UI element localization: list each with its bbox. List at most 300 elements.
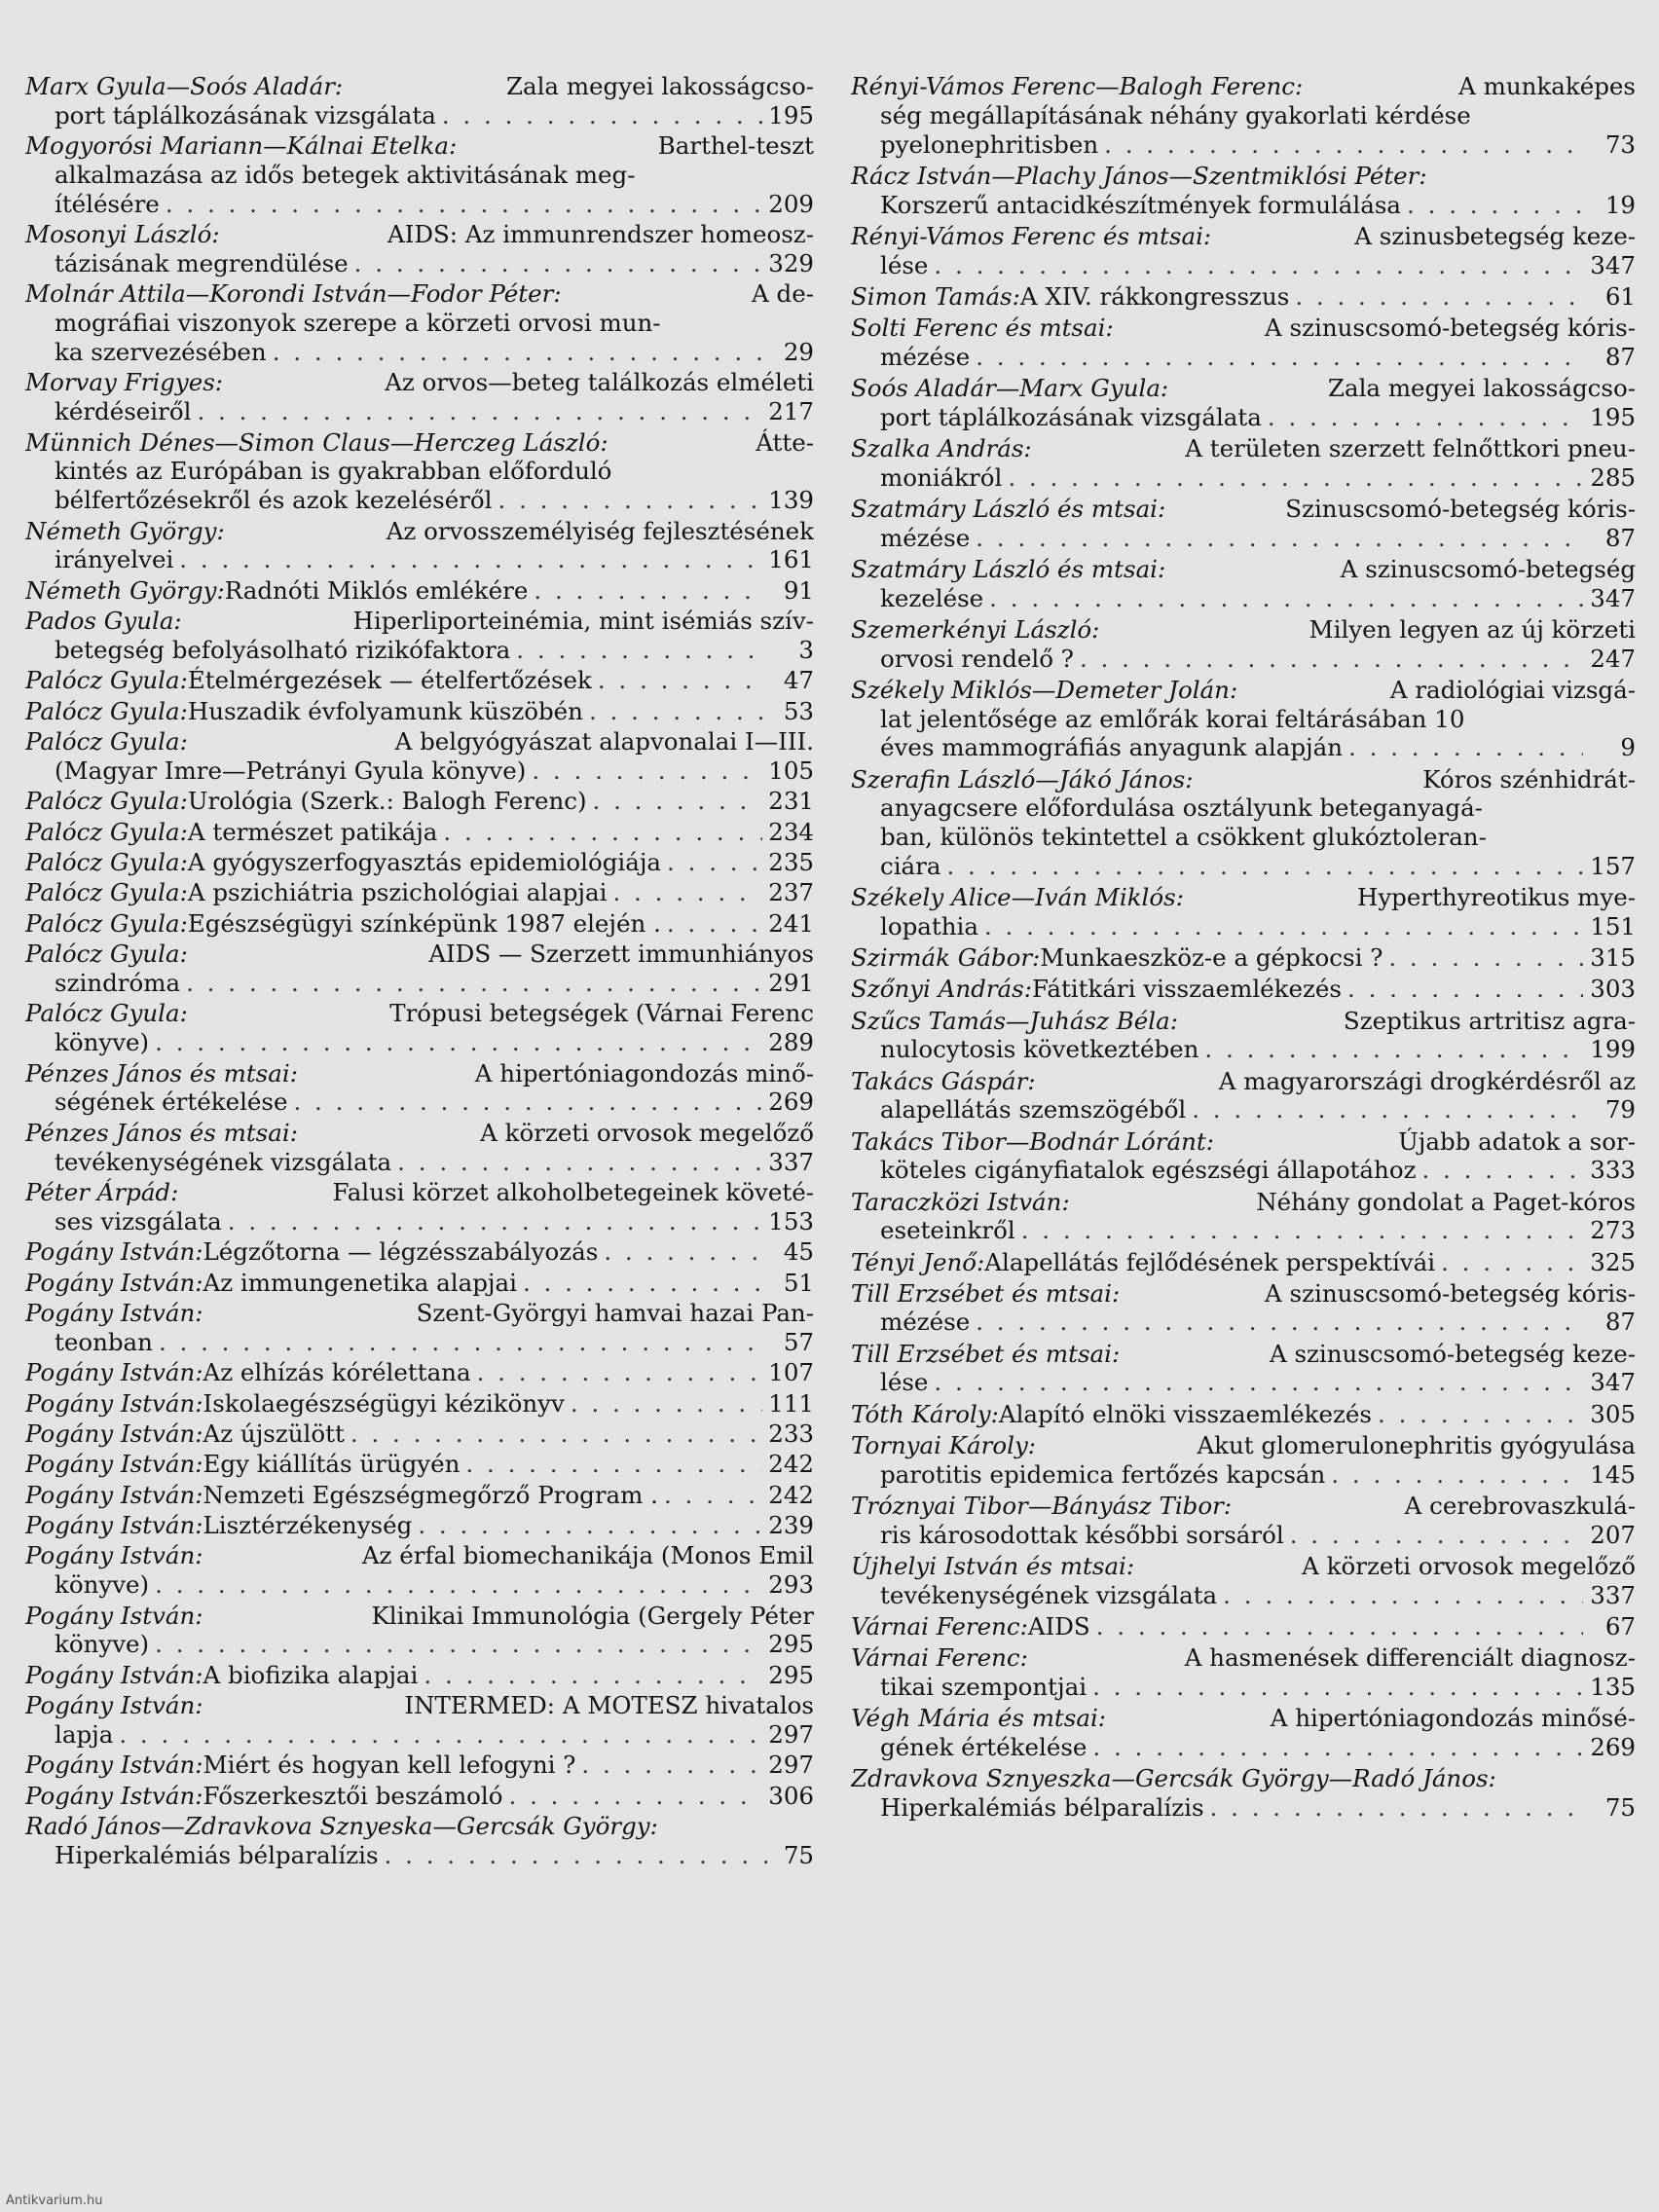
entry-page-number: 333 <box>1590 1156 1636 1185</box>
entry-title: ítélésére <box>55 189 160 218</box>
entry-title: A szinusbetegség keze- <box>1354 221 1636 250</box>
entry-page-number: 207 <box>1590 1520 1636 1549</box>
leader-dots <box>1388 943 1583 973</box>
entry-title: A XIV. rákkongresszus <box>1019 281 1290 311</box>
entry-page-number: 293 <box>768 1570 814 1600</box>
index-entry <box>25 220 814 278</box>
entry-line <box>851 1095 1636 1124</box>
leader-dots <box>1080 645 1583 674</box>
entry-page-number: 195 <box>1590 402 1636 431</box>
entry-line <box>851 1248 1636 1277</box>
entry-author: Taraczközi István: <box>851 1187 1070 1216</box>
entry-page-number: 47 <box>783 666 814 695</box>
index-entry <box>851 615 1636 674</box>
entry-author: Pogány István: <box>25 1450 203 1479</box>
entry-line <box>851 524 1636 553</box>
index-entry <box>25 1299 814 1357</box>
entry-author: Morvay Frigyes: <box>25 368 224 397</box>
entry-title: Hiperkalémiás bélparalízis <box>880 1792 1204 1822</box>
index-entry <box>25 848 814 877</box>
entry-line <box>25 1541 814 1570</box>
leader-dots <box>442 101 762 130</box>
index-entry <box>25 818 814 847</box>
entry-title: Trópusi betegségek (Várnai Ferenc <box>389 999 814 1028</box>
leader-dots <box>1021 1216 1583 1245</box>
entry-title: Az elhízás kórélettana <box>203 1358 471 1387</box>
entry-title: tikai szempontjai <box>880 1672 1088 1701</box>
entry-title: Barthel-teszt <box>657 131 814 161</box>
entry-title: éves mammográfiás anyagunk alapján <box>880 733 1343 762</box>
entry-line <box>25 1059 814 1088</box>
entry-title: anyagcsere előfordulása osztályunk beteganyagá- <box>880 793 1483 823</box>
leader-dots <box>293 1088 762 1117</box>
entry-page-number: 247 <box>1590 644 1636 673</box>
leader-dots <box>1204 1035 1583 1064</box>
leader-dots <box>155 1028 762 1057</box>
index-entry <box>851 72 1636 159</box>
entry-line <box>851 1643 1636 1673</box>
entry-line <box>25 279 814 309</box>
entry-page-number: 347 <box>1590 583 1636 612</box>
leader-dots <box>532 756 762 786</box>
index-entry <box>851 1067 1636 1125</box>
index-entry <box>851 1127 1636 1186</box>
entry-line <box>851 343 1636 372</box>
entry-line <box>25 486 814 515</box>
leader-dots <box>523 1269 767 1298</box>
entry-line <box>851 823 1636 852</box>
entry-line <box>851 912 1636 941</box>
entry-page-number: 153 <box>768 1206 814 1235</box>
index-entry <box>25 1389 814 1419</box>
entry-line <box>25 1299 814 1328</box>
entry-page-number: 285 <box>1590 462 1636 492</box>
entry-author: Szatmáry László és mtsai: <box>851 494 1166 523</box>
index-entry <box>25 999 814 1057</box>
entry-line <box>851 852 1636 881</box>
entry-page-number: 303 <box>1590 975 1636 1004</box>
entry-title: kezelése <box>880 583 984 612</box>
index-entry <box>25 1541 814 1600</box>
entry-title: port táplálkozásának vizsgálata <box>55 100 436 129</box>
entry-line <box>851 495 1636 524</box>
entry-title: orvosi rendelő ? <box>880 644 1074 673</box>
entry-page-number: 161 <box>768 545 814 574</box>
entry-line <box>851 676 1636 705</box>
entry-title: Főszerkesztői beszámoló <box>203 1781 503 1810</box>
entry-title: A hipertóniagondozás minő- <box>474 1058 814 1088</box>
entry-line <box>25 309 814 338</box>
entry-author: Pogány István: <box>25 1419 203 1448</box>
entry-line <box>25 368 814 397</box>
entry-line <box>851 1612 1636 1641</box>
entry-title: Falusi körzet alkoholbetegeinek követé- <box>332 1177 814 1206</box>
entry-page-number: 269 <box>768 1088 814 1117</box>
entry-author: Péter Árpád: <box>25 1177 179 1206</box>
index-entry <box>851 1188 1636 1246</box>
entry-line <box>25 909 814 939</box>
entry-line <box>25 1661 814 1690</box>
entry-title: Alapító elnöki visszaemlékezés <box>998 1399 1373 1428</box>
entry-author: Takács Tibor—Bodnár Lóránt: <box>851 1126 1214 1156</box>
entry-line <box>851 1400 1636 1429</box>
entry-line <box>25 1602 814 1631</box>
index-entry <box>851 1704 1636 1762</box>
leader-dots <box>155 1630 762 1659</box>
leader-dots <box>155 1570 762 1600</box>
entry-page-number: 29 <box>783 337 814 366</box>
leader-dots <box>571 1389 762 1419</box>
leader-dots <box>424 1661 762 1690</box>
entry-author: Újhelyi István és mtsai: <box>851 1551 1135 1580</box>
entry-line <box>851 883 1636 912</box>
entry-title: Egy kiállítás ürügyén <box>203 1450 461 1479</box>
leader-dots <box>1192 1095 1583 1124</box>
entry-line <box>851 1127 1636 1157</box>
entry-title: A magyarországi drogkérdésről az <box>1218 1066 1636 1095</box>
entry-line <box>25 576 814 606</box>
index-entry <box>25 940 814 998</box>
entry-author: Pogány István: <box>25 1298 203 1327</box>
entry-author: Németh György: <box>25 575 225 605</box>
index-entry <box>25 1419 814 1449</box>
leader-dots <box>1290 1521 1583 1550</box>
entry-title: A munkaképes <box>1458 72 1636 100</box>
entry-line <box>851 1308 1636 1337</box>
leader-dots <box>1092 1673 1583 1702</box>
entry-line <box>25 131 814 161</box>
entry-author: Rényi-Vámos Ferenc és mtsai: <box>851 221 1212 250</box>
entry-title: ségének értékelése <box>55 1088 288 1117</box>
entry-title: Az újszülött <box>203 1419 345 1448</box>
entry-page-number: 199 <box>1590 1035 1636 1064</box>
entry-author: Pogány István: <box>25 1511 203 1540</box>
leader-dots <box>598 666 767 695</box>
entry-title: könyve) <box>55 1028 150 1057</box>
leader-dots <box>465 1450 762 1479</box>
entry-page-number: 329 <box>768 248 814 277</box>
entry-title: A biofizika alapjai <box>203 1660 419 1689</box>
entry-line <box>851 434 1636 463</box>
entry-line <box>851 1431 1636 1460</box>
entry-page-number: 51 <box>783 1268 814 1297</box>
index-entry <box>25 727 814 786</box>
entry-title: A szinuscsomó-betegség keze- <box>1269 1339 1636 1368</box>
entry-author: Till Erzsébet és mtsai: <box>851 1278 1121 1308</box>
index-entry <box>25 666 814 695</box>
entry-author: Pogány István: <box>25 1237 203 1267</box>
entry-page-number: 79 <box>1604 1095 1636 1124</box>
entry-line <box>851 733 1636 762</box>
entry-line <box>25 1630 814 1659</box>
entry-title: Lisztérzékenység <box>203 1511 413 1540</box>
entry-title: Az orvos—beteg találkozás elméleti <box>385 368 814 397</box>
entry-page-number: 315 <box>1590 943 1636 973</box>
entry-line <box>25 1389 814 1419</box>
entry-author: Palócz Gyula: <box>25 727 188 756</box>
entry-page-number: 135 <box>1590 1672 1636 1701</box>
index-entry <box>25 1782 814 1811</box>
entry-author: Szerafin László—Jákó János: <box>851 764 1194 793</box>
entry-title: ris károsodottak későbbi sorsáról <box>880 1520 1284 1549</box>
entry-author: Pogány István: <box>25 1358 203 1387</box>
index-entry <box>851 1340 1636 1398</box>
entry-page-number: 209 <box>768 189 814 218</box>
entry-author: Székely Alice—Iván Miklós: <box>851 883 1184 912</box>
entry-title: A szinuscsomó-betegség kóris- <box>1265 1278 1636 1308</box>
entry-page-number: 53 <box>783 696 814 725</box>
index-entry <box>851 943 1636 973</box>
entry-line <box>851 162 1636 191</box>
index-entry <box>851 1279 1636 1338</box>
leader-dots <box>385 1841 767 1870</box>
entry-line <box>25 161 814 190</box>
entry-line <box>25 1207 814 1236</box>
entry-title: Zala megyei lakosságcso- <box>1327 373 1636 402</box>
leader-dots <box>477 1358 763 1387</box>
entry-page-number: 269 <box>1590 1732 1636 1761</box>
index-entry <box>25 368 814 426</box>
entry-title: mézése <box>880 523 971 552</box>
entry-page-number: 233 <box>768 1419 814 1448</box>
leader-dots <box>186 969 762 998</box>
entry-line <box>851 765 1636 794</box>
leader-dots <box>976 343 1583 372</box>
leader-dots <box>509 1782 763 1811</box>
entry-page-number: 145 <box>1590 1459 1636 1489</box>
index-entry <box>851 883 1636 941</box>
entry-author: Marx Gyula—Soós Aladár: <box>25 72 344 100</box>
entry-line <box>851 1492 1636 1521</box>
index-entry <box>851 313 1636 372</box>
entry-title: A természet patikája <box>187 817 438 846</box>
entry-title: Egészségügyi színképünk 1987 elején . <box>187 908 661 938</box>
entry-page-number: 67 <box>1604 1611 1636 1641</box>
entry-title: Huszadik évfolyamunk küszöbén <box>187 696 583 725</box>
entry-line <box>851 1188 1636 1217</box>
entry-line <box>25 1720 814 1750</box>
leader-dots <box>1268 403 1583 432</box>
entry-title: lése <box>880 250 929 279</box>
leader-dots <box>989 584 1583 613</box>
entry-line <box>851 222 1636 251</box>
entry-author: Palócz Gyula: <box>25 787 188 816</box>
entry-author: Szűcs Tamás—Juhász Béla: <box>851 1006 1178 1035</box>
index-entry <box>851 676 1636 762</box>
index-entry <box>25 1059 814 1118</box>
entry-title: Akut glomerulonephritis gyógyulása <box>1197 1430 1636 1459</box>
entry-title: Nemzeti Egészségmegőrző Program . <box>203 1480 658 1509</box>
leader-dots <box>581 1751 762 1780</box>
entry-author: Palócz Gyula: <box>25 908 188 938</box>
entry-author: Várnai Ferenc: <box>851 1611 1028 1641</box>
entry-author: Pogány István: <box>25 1751 203 1780</box>
leader-dots <box>1441 1248 1583 1277</box>
entry-title: Szeptikus artritisz agra- <box>1343 1006 1636 1035</box>
entry-author: Tróznyai Tibor—Bányász Tibor: <box>851 1491 1233 1520</box>
entry-line <box>25 1028 814 1057</box>
entry-title: Az orvosszemélyiség fejlesztésének <box>386 516 814 545</box>
entry-line <box>851 72 1636 101</box>
entry-title: ség megállapításának néhány gyakorlati kérdése <box>880 100 1471 129</box>
index-entry <box>25 576 814 606</box>
leader-dots <box>934 251 1583 280</box>
leader-dots <box>1295 282 1583 312</box>
entry-author: Till Erzsébet és mtsai: <box>851 1339 1121 1368</box>
entry-page-number: 75 <box>1604 1792 1636 1822</box>
entry-author: Radó János—Zdravkova Sznyeska—Gercsák György: <box>25 1812 658 1841</box>
entry-author: Pénzes János és mtsai: <box>25 1118 298 1147</box>
entry-author: Zdravkova Sznyeszka—Gercsák György—Radó János: <box>851 1763 1496 1792</box>
entry-line <box>25 190 814 219</box>
entry-line <box>851 1764 1636 1793</box>
entry-title: ka szervezésében <box>55 337 267 366</box>
entry-line <box>851 1552 1636 1581</box>
entry-line <box>25 1481 814 1510</box>
entry-page-number: 151 <box>1590 912 1636 940</box>
leader-dots <box>1348 733 1583 762</box>
entry-page-number: 87 <box>1604 1308 1636 1337</box>
entry-page-number: 289 <box>768 1028 814 1057</box>
index-entry <box>25 1661 814 1690</box>
entry-page-number: 237 <box>768 878 814 907</box>
leader-dots <box>664 1481 762 1510</box>
entry-title: Légzőtorna — légzésszabályozás <box>203 1237 599 1267</box>
entry-page-number: 337 <box>1590 1580 1636 1609</box>
entry-line <box>851 1733 1636 1762</box>
entry-line <box>25 697 814 726</box>
leader-dots <box>1008 463 1583 493</box>
index-entry <box>851 1643 1636 1702</box>
entry-title: kintés az Európában is gyakrabban előforduló <box>55 457 612 486</box>
entry-page-number: 91 <box>783 575 814 605</box>
entry-title: teonban <box>55 1327 153 1356</box>
entry-line <box>25 756 814 786</box>
entry-author: Palócz Gyula: <box>25 666 188 695</box>
entry-page-number: 45 <box>783 1237 814 1267</box>
entry-author: Pogány István: <box>25 1388 203 1418</box>
entry-title: mézése <box>880 1308 971 1337</box>
entry-line <box>851 101 1636 130</box>
watermark: Antikvarium.hu <box>6 2194 103 2208</box>
leader-dots <box>273 338 767 367</box>
entry-author: Pogány István: <box>25 1660 203 1689</box>
entry-line <box>851 1793 1636 1823</box>
entry-page-number: 235 <box>768 848 814 877</box>
index-entry <box>25 72 814 130</box>
entry-page-number: 195 <box>768 100 814 129</box>
entry-title: irányelvei <box>55 545 174 574</box>
leader-dots <box>179 545 762 574</box>
entry-author: Palócz Gyula: <box>25 696 188 725</box>
entry-title: Átte- <box>756 427 814 457</box>
entry-page-number: 297 <box>768 1720 814 1750</box>
entry-author: Pogány István: <box>25 1268 203 1297</box>
leader-dots <box>1331 1460 1583 1490</box>
entry-page-number: 242 <box>768 1480 814 1509</box>
entry-line <box>851 1460 1636 1490</box>
index-entry <box>851 1248 1636 1277</box>
entry-line <box>25 220 814 249</box>
entry-title: INTERMED: A MOTESZ hivatalos <box>404 1691 814 1720</box>
entry-line <box>851 1067 1636 1096</box>
entry-title: tázisának megrendülése <box>55 248 349 277</box>
index-entry <box>25 428 814 515</box>
entry-line <box>25 1358 814 1387</box>
entry-author: Palócz Gyula: <box>25 940 188 969</box>
entry-title: bélfertőzésekről és azok kezeléséről <box>55 486 493 515</box>
entry-title: A cerebrovaszkulá- <box>1404 1491 1636 1520</box>
entry-page-number: 295 <box>768 1660 814 1689</box>
leader-dots <box>397 1148 762 1177</box>
leader-dots <box>166 190 762 219</box>
index-entry <box>25 1511 814 1540</box>
entry-title: Az immungenetika alapjai <box>203 1268 517 1297</box>
entry-title: Az érfal biomechanikája (Monos Emil <box>361 1541 814 1570</box>
entry-author: Pogány István: <box>25 1601 203 1630</box>
entry-page-number: 273 <box>1590 1216 1636 1245</box>
leader-dots <box>593 787 763 816</box>
leader-dots <box>604 1237 767 1267</box>
entry-title: Milyen legyen az új körzeti <box>1309 614 1636 644</box>
entry-line <box>25 1782 814 1811</box>
entry-title: Néhány gondolat a Paget-kóros <box>1256 1187 1636 1216</box>
entry-title: A pszichiátria pszichológiai alapjai <box>187 878 608 907</box>
entry-title: eseteinkről <box>880 1216 1015 1245</box>
entry-author: Rényi-Vámos Ferenc—Balogh Ferenc: <box>851 72 1304 100</box>
entry-title: ses vizsgálata <box>55 1206 222 1235</box>
entry-line <box>851 1035 1636 1064</box>
leader-dots <box>443 818 762 847</box>
index-entry <box>25 1269 814 1298</box>
entry-author: Szatmáry László és mtsai: <box>851 554 1166 583</box>
entry-line <box>25 1691 814 1720</box>
entry-line <box>25 1841 814 1870</box>
entry-title: Szent-Györgyi hamvai hazai Pan- <box>416 1298 814 1327</box>
index-entry <box>25 1691 814 1750</box>
entry-title: könyve) <box>55 1630 150 1659</box>
entry-page-number: 87 <box>1604 523 1636 552</box>
index-entry <box>851 495 1636 553</box>
index-entry <box>851 1764 1636 1823</box>
entry-title: Hyperthyreotikus mye- <box>1356 883 1636 912</box>
index-entry <box>25 607 814 665</box>
index-entry <box>851 434 1636 493</box>
entry-line <box>851 403 1636 432</box>
entry-title: alapellátás szemszögéből <box>880 1095 1187 1124</box>
index-entry <box>25 1119 814 1177</box>
entry-title: (Magyar Imre—Petrányi Gyula könyve) <box>55 756 527 785</box>
entry-title: tevékenységének vizsgálata <box>55 1147 392 1176</box>
leader-dots <box>1096 1612 1583 1641</box>
entry-line <box>851 1156 1636 1185</box>
index-entry <box>851 1431 1636 1490</box>
entry-line <box>25 1419 814 1449</box>
entry-line <box>851 1673 1636 1702</box>
entry-author: Takács Gáspár: <box>851 1066 1036 1095</box>
leader-dots <box>976 524 1583 553</box>
entry-author: Solti Ferenc és mtsai: <box>851 313 1114 342</box>
entry-page-number: 157 <box>1590 852 1636 881</box>
entry-page-number: 347 <box>1590 250 1636 279</box>
leader-dots <box>1378 1400 1583 1429</box>
entry-title: Radnóti Miklós emlékére <box>224 575 529 605</box>
entry-page-number: 242 <box>768 1450 814 1479</box>
entry-title: A gyógyszerfogyasztás epidemiológiája <box>187 848 662 877</box>
entry-line <box>25 1237 814 1267</box>
entry-page-number: 305 <box>1590 1399 1636 1428</box>
entry-page-number: 241 <box>768 908 814 938</box>
